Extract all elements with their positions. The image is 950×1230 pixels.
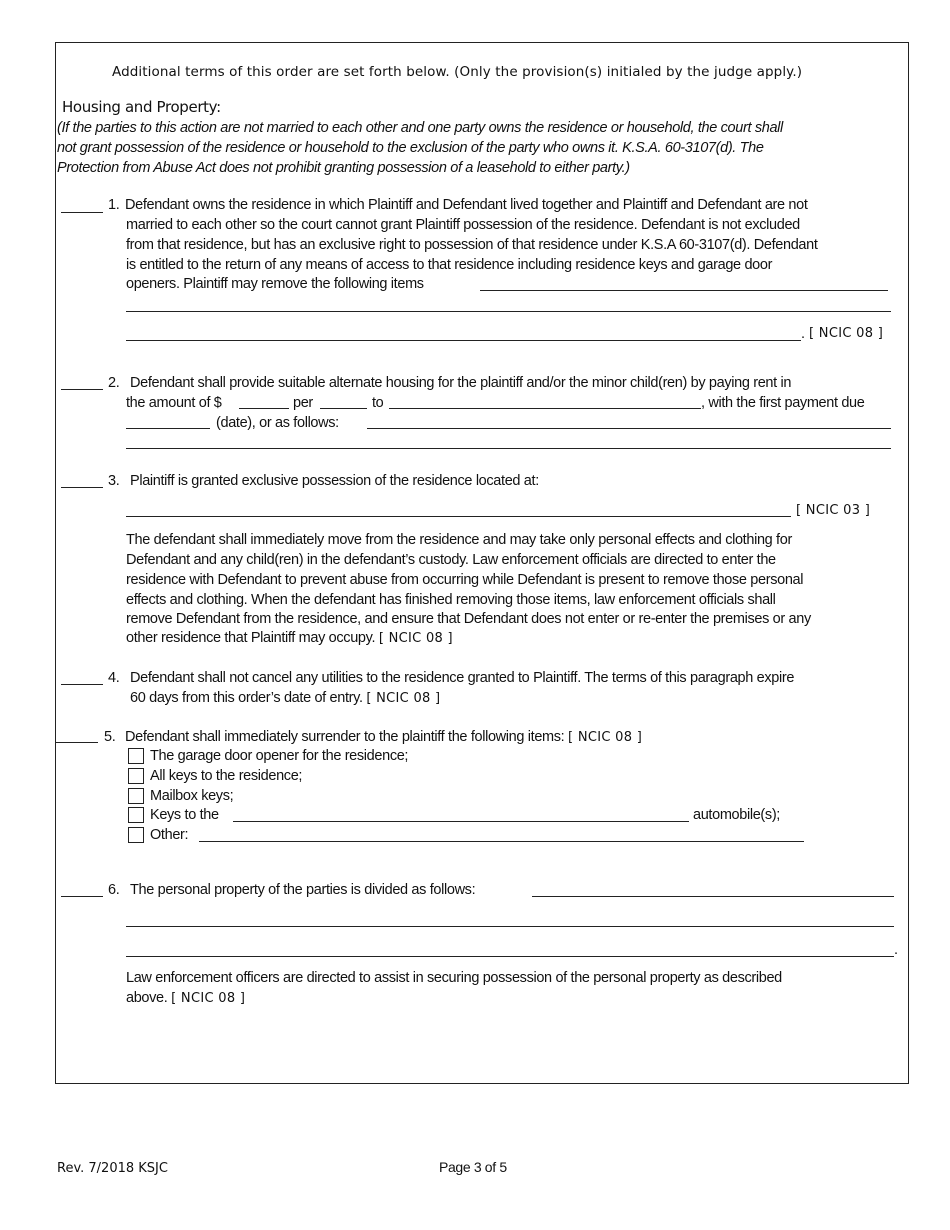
item4-number: 4.: [108, 670, 120, 686]
page-number: Page 3 of 5: [439, 1159, 507, 1175]
item6-end-period: .: [894, 942, 898, 958]
item6-number: 6.: [108, 882, 120, 898]
item2-per-label: per: [293, 395, 313, 411]
item3-ncic-address: [ NCIC 03 ]: [796, 503, 871, 518]
item3-body-line: effects and clothing. When the defendant has finished removing those items, law enforcement officials shall: [126, 592, 776, 608]
item3-line: Plaintiff is granted exclusive possession of the residence located at:: [130, 473, 539, 489]
residence-keys-label: All keys to the residence;: [150, 768, 303, 784]
mailbox-keys-label: Mailbox keys;: [150, 788, 234, 804]
item6-body-line: above. [ NCIC 08 ]: [126, 990, 246, 1006]
garage-opener-label: The garage door opener for the residence;: [150, 748, 409, 764]
rent-terms-field[interactable]: [126, 448, 891, 449]
item4-line: 60 days from this order’s date of entry. [ NCIC 08 ]: [130, 690, 441, 706]
automobile-label: automobile(s);: [693, 807, 780, 823]
header-note: Additional terms of this order are set forth below. (Only the provision(s) initialed by the judge apply.): [112, 64, 803, 80]
item1-end-period: .: [801, 326, 805, 342]
item3-body-line: remove Defendant from the residence, and ensure that Defendant does not enter or re-enter the premises or any: [126, 611, 811, 627]
item2-line: Defendant shall provide suitable alternate housing for the plaintiff and/or the minor child(ren) by paying rent in: [130, 375, 792, 391]
item4-ncic-code: [ NCIC 08 ]: [366, 691, 441, 706]
other-item-label: Other:: [150, 827, 189, 843]
item1-line: Defendant owns the residence in which Plaintiff and Defendant lived together and Plaintiff and Defendant are not: [125, 197, 808, 213]
item6-line: The personal property of the parties is divided as follows:: [130, 882, 476, 898]
item2-amount-label: the amount of $: [126, 395, 222, 411]
other-item-field[interactable]: [199, 841, 804, 842]
rent-period-field[interactable]: [320, 408, 367, 409]
item2-to-label: to: [372, 395, 384, 411]
item1-line: openers. Plaintiff may remove the following items: [126, 276, 424, 292]
rent-amount-field[interactable]: [239, 408, 289, 409]
garage-opener-checkbox[interactable]: [128, 748, 144, 764]
item5-line: Defendant shall immediately surrender to the plaintiff the following items: [ NCIC 08 ]: [125, 729, 643, 745]
item5-number: 5.: [104, 729, 116, 745]
item4-line: Defendant shall not cancel any utilities to the residence granted to Plaintiff. The terms of this paragraph expire: [130, 670, 795, 686]
item1-line: is entitled to the return of any means of access to that residence including residence keys and garage door: [126, 257, 773, 273]
item1-line: from that residence, but has an exclusive right to possession of that residence under K.S.A 60-3107(d). Defendant: [126, 237, 818, 253]
item6-initial-line[interactable]: [61, 896, 103, 897]
automobile-keys-label: Keys to the: [150, 807, 219, 823]
italic-note: (If the parties to this action are not married to each other and one party owns the residence or household, the court shall not grant possession of the residence or household to the exclusion of the party who owns it. K.S.A. 60-3107(d). The Protection from Abuse Act does not prohibit granting possession of a leasehold to either party.): [57, 120, 783, 176]
item1-ncic-code: [ NCIC 08 ]: [809, 326, 884, 341]
item2-number: 2.: [108, 375, 120, 391]
item2-date-label: (date), or as follows:: [216, 415, 339, 431]
property-division-field[interactable]: [126, 926, 894, 927]
rent-terms-field[interactable]: [367, 428, 891, 429]
item3-body-line: other residence that Plaintiff may occupy. [ NCIC 08 ]: [126, 630, 453, 646]
automobile-keys-checkbox[interactable]: [128, 807, 144, 823]
item1-number: 1.: [108, 197, 120, 213]
item6-ncic-code: [ NCIC 08 ]: [171, 991, 246, 1006]
item3-initial-line[interactable]: [61, 487, 103, 488]
item1-items-field[interactable]: [126, 311, 891, 312]
item4-initial-line[interactable]: [61, 684, 103, 685]
item1-line: married to each other so the court cannot grant Plaintiff possession of the residence. Defendant is not excluded: [126, 217, 800, 233]
property-division-field[interactable]: [126, 956, 894, 957]
other-item-checkbox[interactable]: [128, 827, 144, 843]
first-payment-date-field[interactable]: [126, 428, 210, 429]
item1-initial-line[interactable]: [61, 212, 103, 213]
item2-initial-line[interactable]: [61, 389, 103, 390]
section-title: Housing and Property:: [62, 98, 221, 116]
mailbox-keys-checkbox[interactable]: [128, 788, 144, 804]
item5-ncic-code: [ NCIC 08 ]: [568, 730, 643, 745]
item5-initial-line[interactable]: [55, 742, 98, 743]
item1-items-field[interactable]: [126, 340, 801, 341]
revision-label: Rev. 7/2018 KSJC: [57, 1161, 168, 1176]
item3-body-line: The defendant shall immediately move from the residence and may take only personal effects and clothing for: [126, 532, 792, 548]
item3-ncic-body: [ NCIC 08 ]: [378, 631, 453, 646]
item6-body-line: Law enforcement officers are directed to assist in securing possession of the personal property as described: [126, 970, 782, 986]
property-division-field[interactable]: [532, 896, 894, 897]
item2-first-payment-label: , with the first payment due: [701, 395, 865, 411]
automobile-description-field[interactable]: [233, 821, 689, 822]
rent-payee-field[interactable]: [389, 408, 701, 409]
item3-body-line: Defendant and any child(ren) in the defendant’s custody. Law enforcement officials are directed to enter the: [126, 552, 776, 568]
residence-address-field[interactable]: [126, 516, 791, 517]
item1-items-field[interactable]: [480, 290, 888, 291]
item3-body-line: residence with Defendant to prevent abuse from occurring while Defendant is present to remove those personal: [126, 572, 804, 588]
item3-number: 3.: [108, 473, 120, 489]
residence-keys-checkbox[interactable]: [128, 768, 144, 784]
